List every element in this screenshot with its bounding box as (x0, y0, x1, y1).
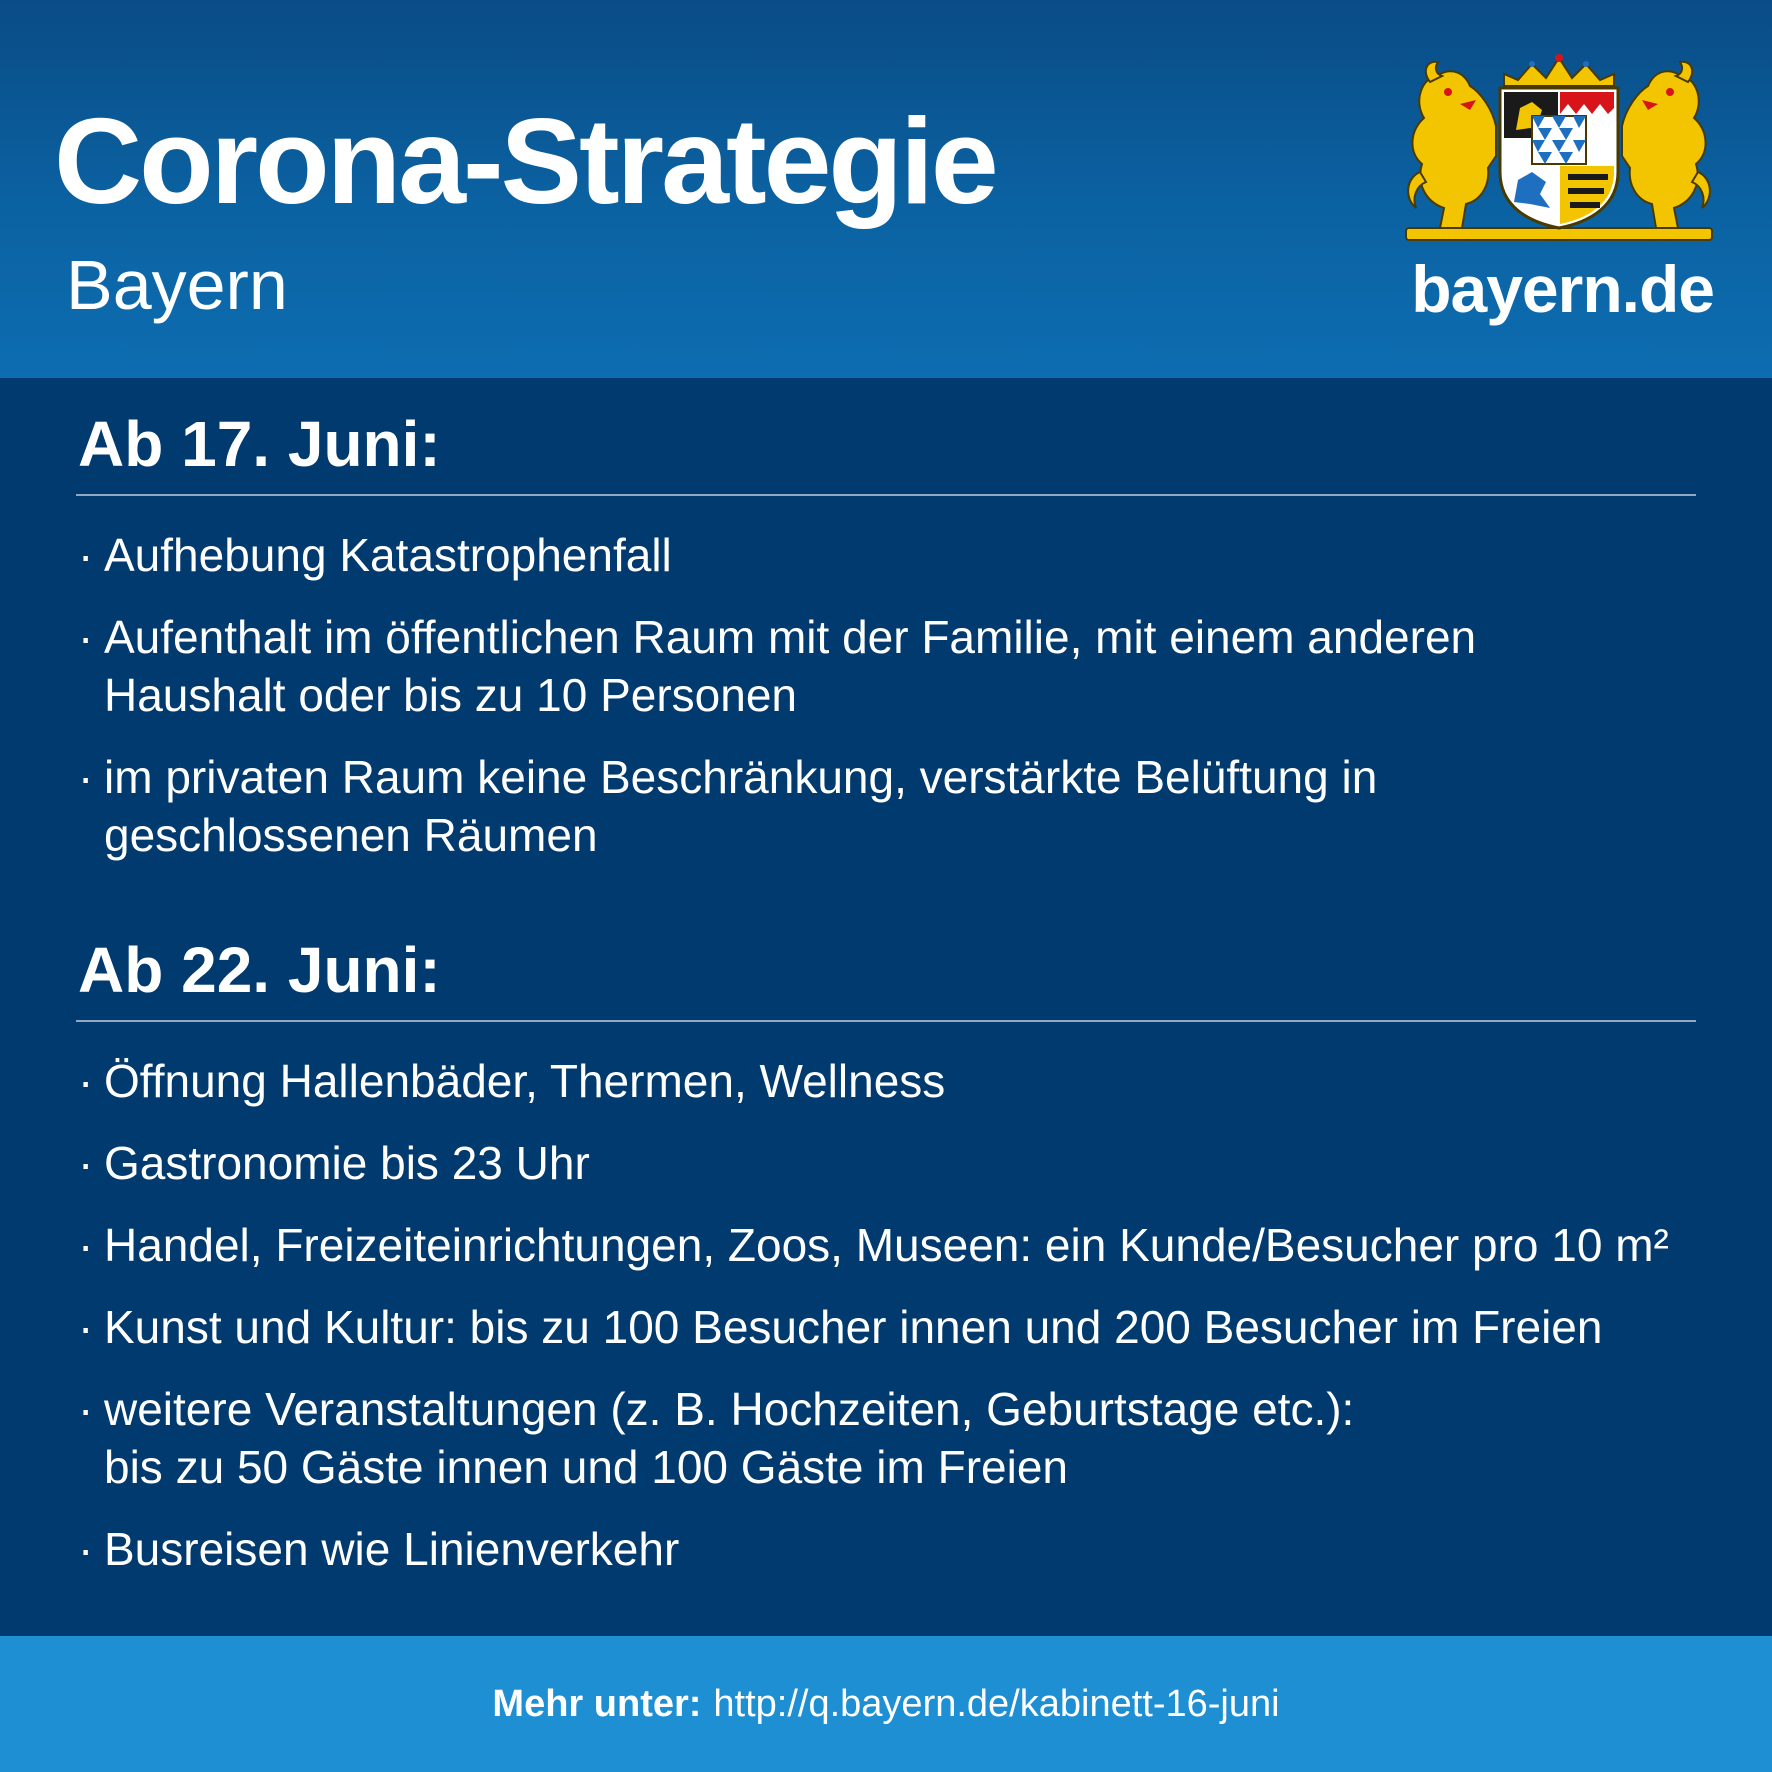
list-item (76, 608, 1696, 724)
list-item-text: Busreisen wie Linienverkehr (104, 1523, 680, 1575)
bullet-dot-icon: · (78, 611, 94, 663)
list-item (76, 1520, 1696, 1578)
bullet-dot-icon: · (78, 1055, 94, 1107)
footer-label: Mehr unter: (492, 1682, 702, 1725)
footer-link[interactable]: http://q.bayern.de/kabinett-16-juni (713, 1682, 1280, 1725)
bullet-dot-icon: · (78, 1219, 94, 1271)
list-item-text: Öffnung Hallenbäder, Thermen, Wellness (104, 1055, 946, 1107)
page-subtitle: Bayern (66, 246, 288, 324)
list-item-text: Gastronomie bis 23 Uhr (104, 1137, 590, 1189)
list-item (76, 1298, 1696, 1356)
bullet-list (76, 1052, 1696, 1578)
section-22-juni (76, 934, 1696, 1578)
bullet-dot-icon: · (78, 1523, 94, 1575)
section-heading: Ab 22. Juni: (76, 938, 1696, 1022)
content-panel (0, 378, 1772, 1636)
list-item-text: Handel, Freizeiteinrichtungen, Zoos, Museen: ein Kunde/Besucher pro 10 m² (104, 1219, 1669, 1271)
bullet-dot-icon: · (78, 751, 94, 803)
list-item-text: im privaten Raum keine Beschränkung, verstärkte Belüftung in geschlossenen Räumen (104, 751, 1378, 861)
list-item (76, 1216, 1696, 1274)
list-item-text: weitere Veranstaltungen (z. B. Hochzeiten, Geburtstage etc.): bis zu 50 Gäste innen und 100 Gäste im Freien (104, 1383, 1355, 1493)
list-item (76, 1380, 1696, 1496)
list-item-text: Aufenthalt im öffentlichen Raum mit der Familie, mit einem anderen Haushalt oder bis zu 10 Personen (104, 611, 1477, 721)
bullet-dot-icon: · (78, 1301, 94, 1353)
bavarian-coat-of-arms-icon (1400, 52, 1718, 248)
header-banner (0, 0, 1772, 378)
list-item-text: Aufhebung Katastrophenfall (104, 529, 672, 581)
list-item (76, 1052, 1696, 1110)
list-item (76, 1134, 1696, 1192)
section-17-juni (76, 408, 1696, 864)
footer-bar (0, 1636, 1772, 1772)
list-item-text: Kunst und Kultur: bis zu 100 Besucher innen und 200 Besucher im Freien (104, 1301, 1603, 1353)
page-title: Corona-Strategie (54, 93, 996, 229)
site-logo-text: bayern.de (1411, 252, 1714, 326)
bullet-list (76, 526, 1696, 864)
bullet-dot-icon: · (78, 1383, 94, 1435)
list-item (76, 748, 1696, 864)
bullet-dot-icon: · (78, 529, 94, 581)
bullet-dot-icon: · (78, 1137, 94, 1189)
list-item (76, 526, 1696, 584)
section-heading: Ab 17. Juni: (76, 412, 1696, 496)
